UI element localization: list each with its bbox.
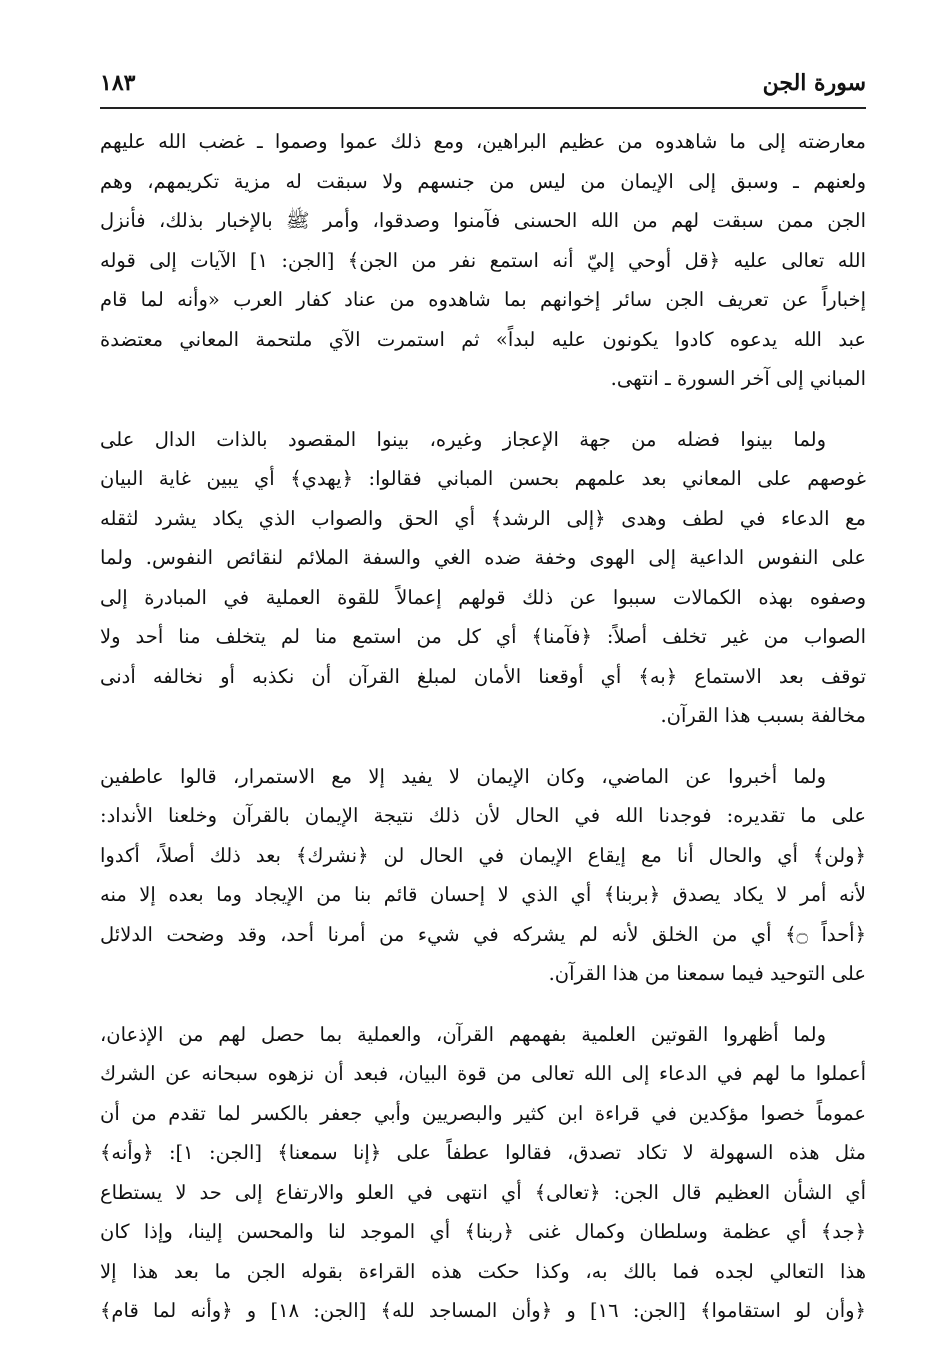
text-line: غوصهم على المعاني بعد علمهم بحسن المباني فقالوا: ﴿يهدي﴾ أي يبين غاية البيان <box>100 467 866 490</box>
paragraph <box>100 420 866 736</box>
text-line: عموماً خصوا مؤكدين في قراءة ابن كثير والبصريين وأبي جعفر بالكسر لما تقدم من أن <box>100 1101 866 1125</box>
text-line: ولعنهم ـ وسبق إلى الإيمان من ليس من جنسهم ولا سبقت له مزية تكريمهم، وهم <box>100 169 866 193</box>
paragraph-gap <box>100 399 866 420</box>
paragraph-gap <box>100 994 866 1015</box>
text-line: الله تعالى عليه ﴿قل أوحي إليّ أنه استمع نفر من الجن﴾ [الجن: ١] الآيات إلى قوله <box>100 248 866 272</box>
text-line: توقف بعد الاستماع ﴿به﴾ أي أوقعنا الأمان لمبلغ القرآن أن نكذبه أو نخالفه أدنى <box>100 664 866 688</box>
text-line: الصواب من غير تخلف أصلاً: ﴿فآمنا﴾ أي كل من استمع منا لم يتخلف منا أحد ولا <box>100 625 866 648</box>
paragraph <box>100 757 866 994</box>
text-line: أي الشأن العظيم قال الجن: ﴿تعالى﴾ أي انتهى في العلو والارتفاع إلى حد لا يستطاع <box>100 1180 866 1204</box>
running-title: سورة الجن <box>762 70 866 96</box>
text-line: وصفوه بهذه الكمالات سببوا عن ذلك قولهم إعمالاً للقوة العملية في المبادرة إلى <box>100 585 866 609</box>
header-rule <box>100 107 866 109</box>
text-line: إخباراً عن تعريف الجن سائر إخوانهم بما شاهدوه من عناد كفار العرب «وأنه لما قام <box>100 288 866 311</box>
text-line: عبد الله يدعوه كادوا يكونون عليه لبداً» ثم استمرت الآي ملتحمة المعاني معتضدة <box>100 327 866 351</box>
text-line: ﴿وأن لو استقاموا﴾ [الجن: ١٦] و ﴿وأن المساجد لله﴾ [الجن: ١٨] و ﴿وأنه لما قام﴾ <box>100 1299 866 1322</box>
text-line: على ما تقديره: فوجدنا الله في الحال لأن ذلك نتيجة الإيمان بالقرآن وخلعنا الأنداد: <box>100 804 866 827</box>
paragraph-gap <box>100 736 866 757</box>
text-line: ﴿جد﴾ أي عظمة وسلطان وكمال غنى ﴿ربنا﴾ أي الموجد لنا والمحسن إلينا، وإذا كان <box>100 1220 866 1243</box>
text-line: ولما أخبروا عن الماضي، وكان الإيمان لا يفيد إلا مع الاستمرار، قالوا عاطفين <box>100 764 826 788</box>
text-line: ولما بينوا فضله من جهة الإعجاز وغيره، بينوا المقصود بالذات الدال على <box>100 427 826 451</box>
paragraph <box>100 1015 866 1331</box>
text-line: ولما أظهروا القوتين العلمية بفهمهم القرآن، والعملية بما حصل لهم من الإذعان، <box>100 1022 826 1046</box>
paragraph <box>100 122 866 399</box>
text-line: هذا التعالي لجده فما بالك به، وكذا حكت هذه القراءة بقوله الجن ما بعد هذا إلا <box>100 1259 866 1283</box>
page-header <box>100 66 866 100</box>
text-line: ﴿ولن﴾ أي والحال أنا مع إيقاع الإيمان في الحال لن ﴿نشرك﴾ بعد ذلك أصلاً، أكدوا <box>100 843 866 867</box>
text-line: ﴿أحداً ۝﴾ أي من الخلق لأنه لم يشركه في شيء من أمرنا أحد، وقد وضحت الدلائل <box>100 922 866 946</box>
body-text <box>100 122 866 1331</box>
text-line: لأنه أمر لا يكاد يصدق ﴿بربنا﴾ أي الذي لا إحسان قائم بنا من الإيجاد وما بعده إلا منه <box>100 883 866 906</box>
text-line: أعملوا ما لهم في الدعاء إلى الله تعالى من قوة البيان، فبعد أن نزهوه سبحانه عن الشرك <box>100 1062 866 1085</box>
text-line: معارضته إلى ما شاهدوه من عظيم البراهين، ومع ذلك عموا وصموا ـ غضب الله عليهم <box>100 130 866 153</box>
text-line: مثل هذه السهولة لا تكاد تصدق، فقالوا عطفاً على ﴿إنا سمعنا﴾ [الجن: ١]: ﴿وأنه﴾ <box>100 1141 866 1164</box>
text-line: على التوحيد فيما سمعنا من هذا القرآن. <box>548 962 866 985</box>
text-line: مخالفة بسبب هذا القرآن. <box>660 704 866 727</box>
page-number: ١٨٣ <box>100 70 136 96</box>
text-line: المباني إلى آخر السورة ـ انتهى. <box>610 367 866 390</box>
text-line: الجن ممن سبقت لهم من الله الحسنى فآمنوا وصدقوا، وأمر ﷺ بالإخبار بذلك، فأنزل <box>100 209 866 232</box>
text-line: على النفوس الداعية إلى الهوى وخفة ضده الغي والسفة الملائم لنقائص النفوس. ولما <box>100 546 866 569</box>
text-line: مع الدعاء في لطف وهدى ﴿إلى الرشد﴾ أي الحق والصواب الذي يكاد يشرد لثقله <box>100 506 866 530</box>
